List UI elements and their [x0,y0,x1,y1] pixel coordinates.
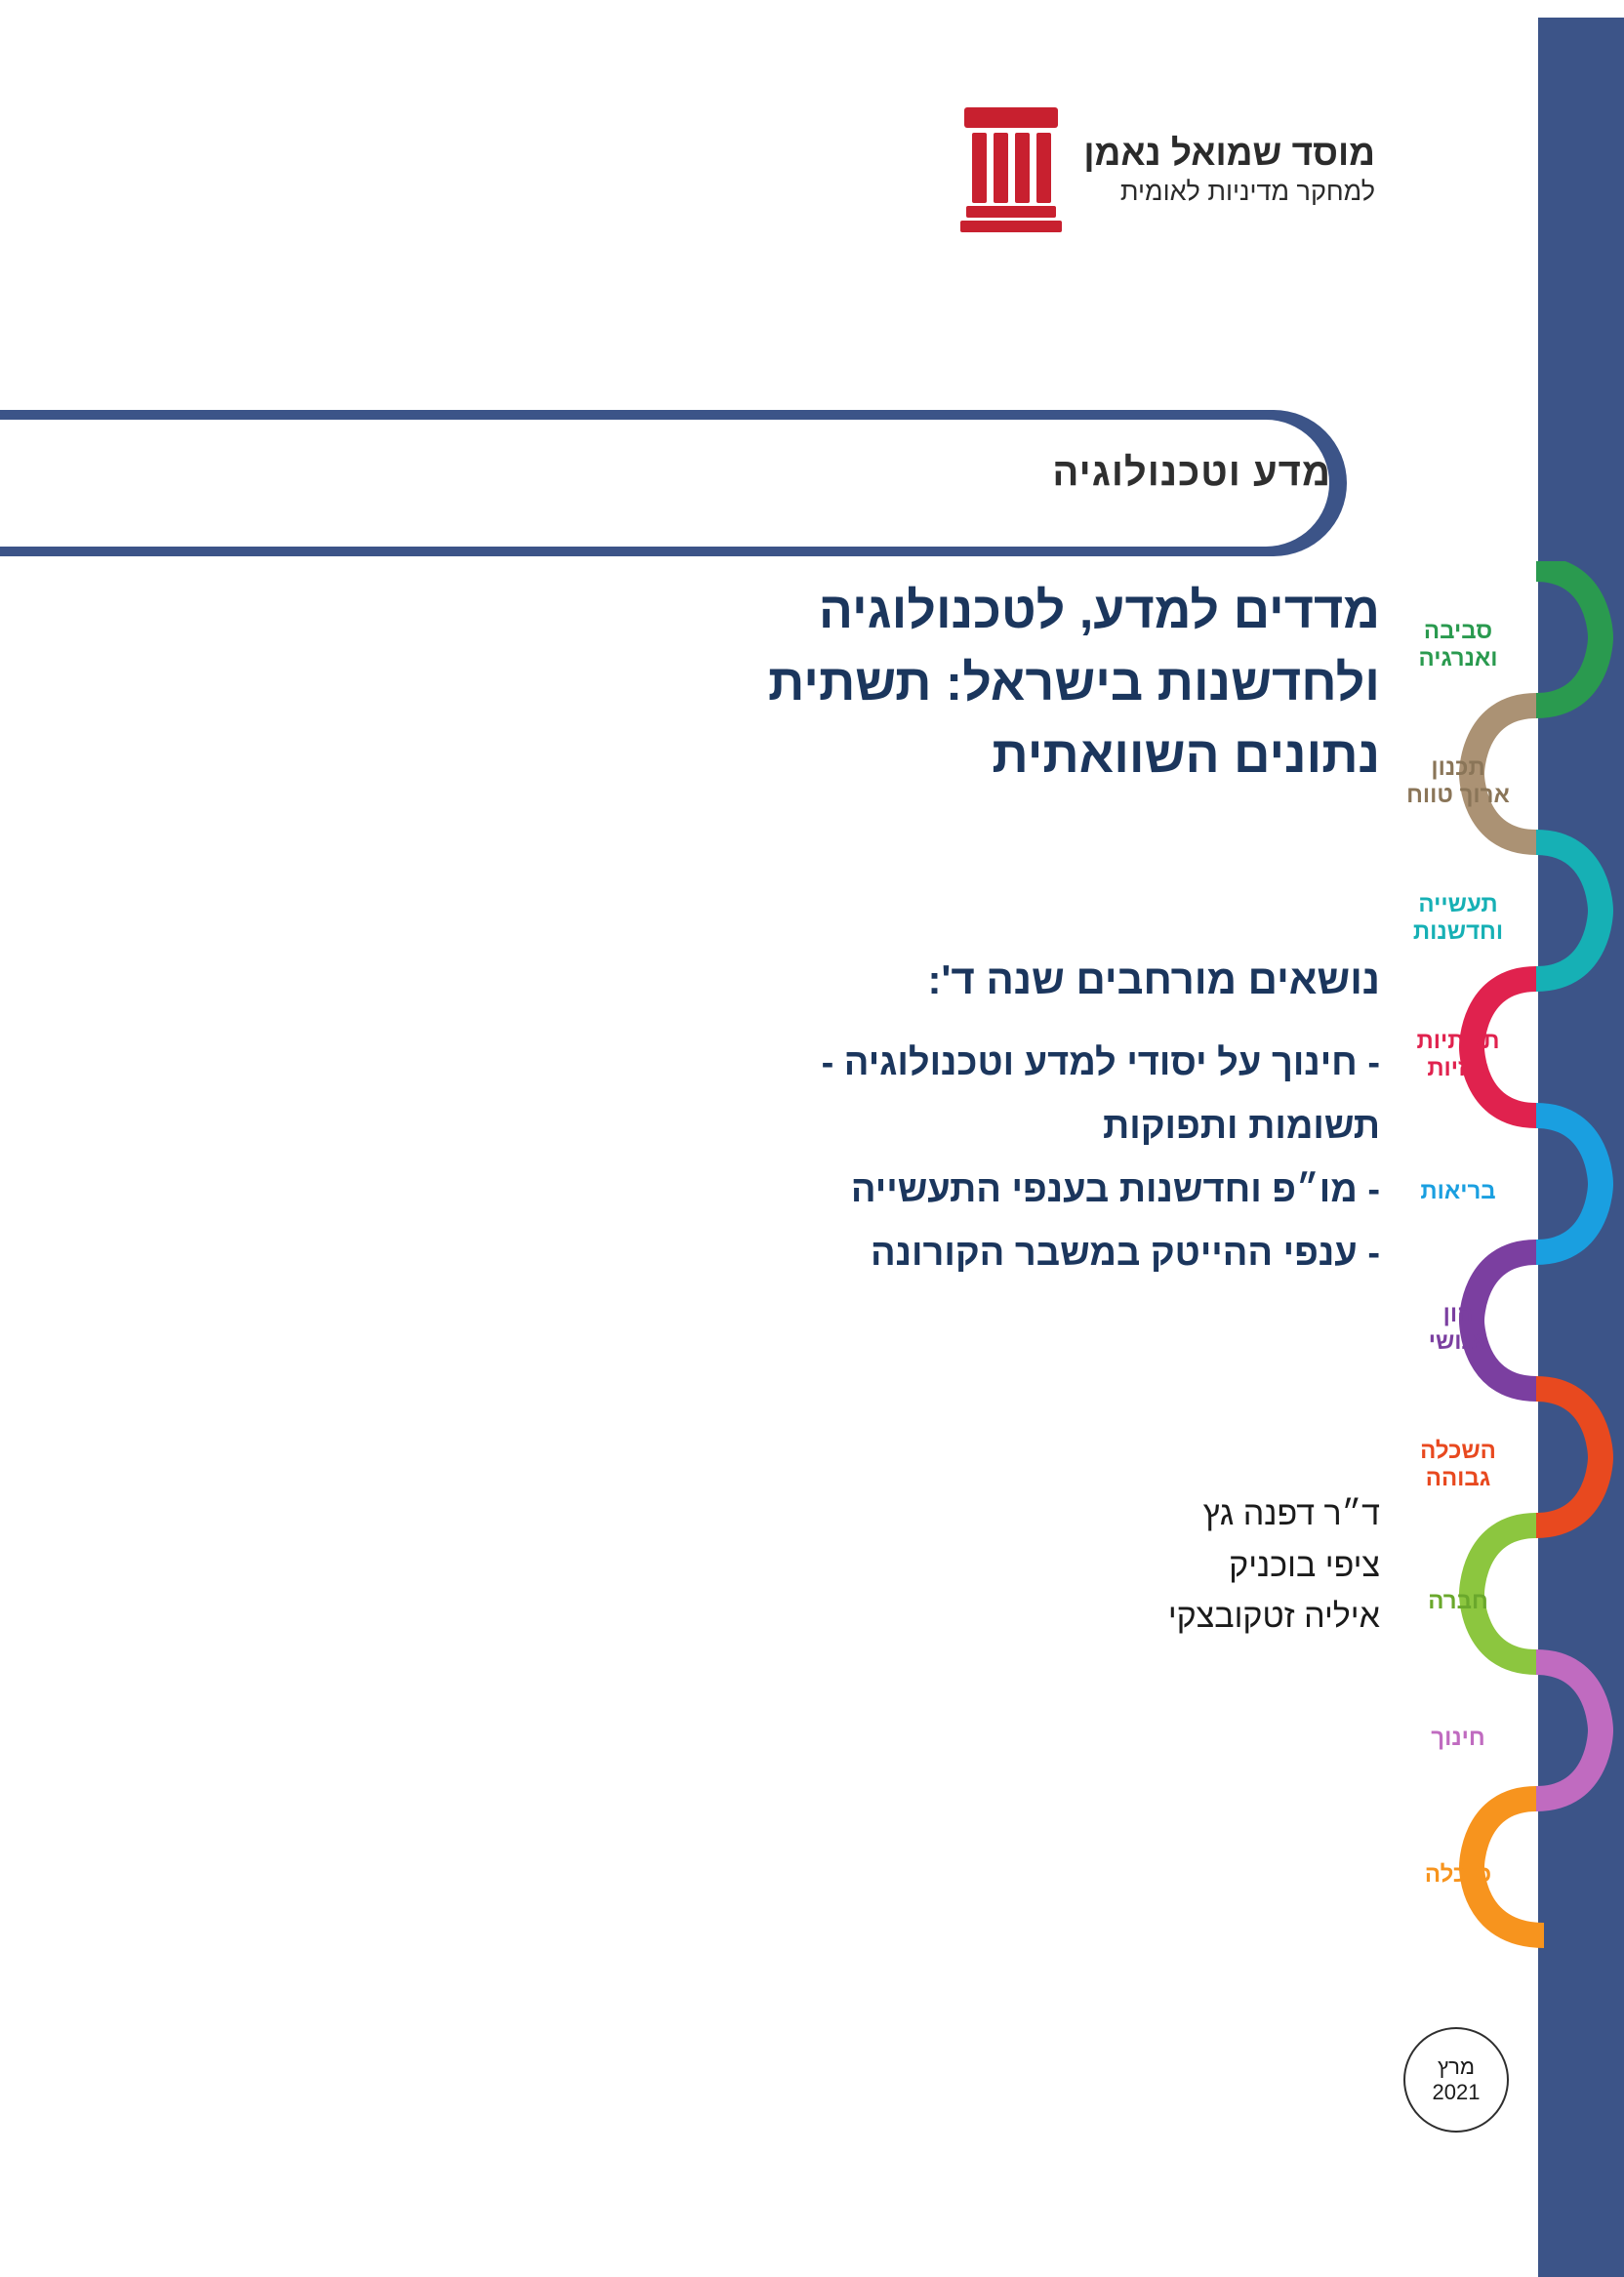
page-title-line-3: נתונים השוואתית [992,726,1380,784]
institute-logo-text [1083,131,1375,209]
ribbon-label-industry-innovation[interactable]: תעשייה וחדשנות [1412,891,1504,945]
list-item: - ענפי ההייטק במשבר הקורונה [870,1232,1380,1274]
right-band-top-notch [1538,0,1624,18]
subjects-heading: נושאים מורחבים שנה ד': [927,956,1380,1002]
author-name: איליה זטקובצקי [1167,1598,1380,1636]
ribbon-label-higher-education[interactable]: השכלה גבוהה [1420,1438,1496,1491]
subjects-list [482,1035,1380,1288]
ribbon-label-economy[interactable]: כלכלה [1424,1861,1492,1888]
list-item: תשומות ותפוקות [1102,1105,1380,1147]
ribbon-label-infrastructure[interactable]: תשתיות פיזיות [1416,1028,1500,1081]
date-seal [1403,2027,1509,2133]
author-name: ציפי בוכניק [1229,1546,1380,1584]
institute-name: מוסד שמואל נאמן [1083,133,1375,173]
author-name: ד״ר דפנה גץ [1202,1495,1380,1532]
ribbon-label-society[interactable]: חברה [1428,1588,1488,1614]
ribbon-label-human-capital[interactable]: הון אנושי [1428,1301,1488,1355]
page-title-line-2: ולחדשנות בישראל: תשתית [768,654,1380,712]
institute-logo [960,107,1375,232]
page-title-line-1: מדדים למדע, לטכנולוגיה [818,583,1380,639]
topics-ribbon [1370,561,1624,1976]
authors-list [580,1488,1380,1643]
date-seal-year: 2021 [1432,2080,1481,2104]
ribbon-label-health[interactable]: בריאות [1420,1178,1496,1204]
date-seal-month: מרץ [1438,2053,1475,2079]
ribbon-label-longterm-planning[interactable]: תכנון ארוך טווח [1406,754,1510,808]
list-item: - חינוך על יסודי למדע וטכנולוגיה - [821,1042,1380,1083]
page-title [502,576,1380,792]
ribbon-label-education[interactable]: חינוך [1431,1725,1485,1751]
category-label: מדע וטכנולוגיה [1052,451,1331,494]
institute-subtitle: למחקר מדיניות לאומית [1119,177,1375,207]
ribbon-label-environment[interactable]: סביבה ואנרגיה [1418,618,1498,671]
list-item: - מו״פ וחדשנות בענפי התעשייה [850,1168,1380,1210]
greek-column-icon [960,107,1062,232]
